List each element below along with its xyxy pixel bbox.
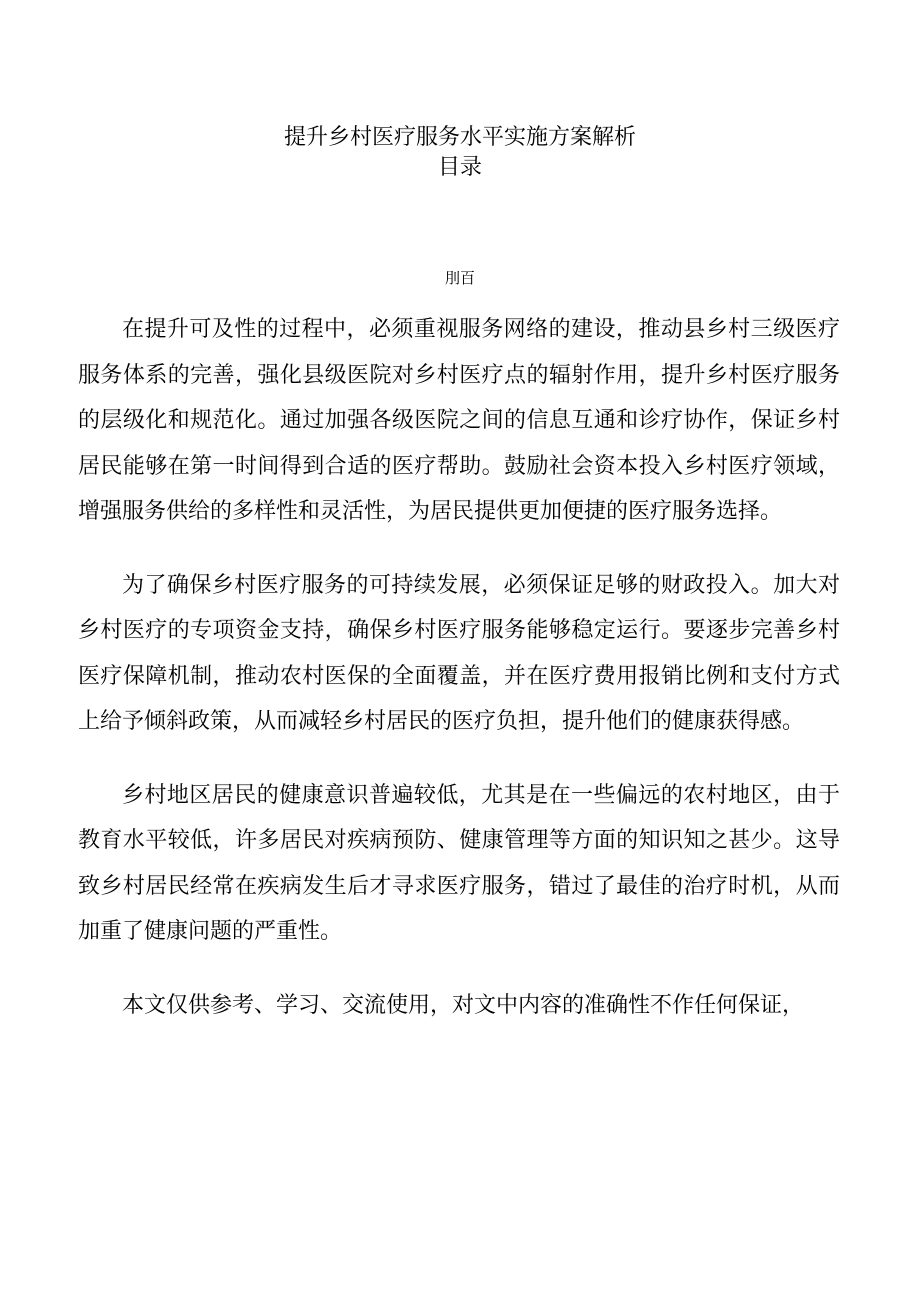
paragraph-4: 本文仅供参考、学习、交流使用，对文中内容的准确性不作任何保证， bbox=[122, 992, 805, 1018]
document-title: 提升乡村医疗服务水平实施方案解析 bbox=[283, 125, 636, 150]
body-text bbox=[78, 307, 840, 1028]
title-block bbox=[0, 123, 920, 183]
preface-heading: 刖百 bbox=[444, 269, 475, 287]
paragraph-1: 在提升可及性的过程中，必须重视服务网络的建设，推动县乡村三级医疗服务体系的完善，强化县级医院对乡村医疗点的辐射作用，提升乡村医疗服务的层级化和规范化。通过加强各级医院之间的信息互通和诊疗协作，保证乡村居民能够在第一时间得到合适的医疗帮助。鼓励社会资本投入乡村医疗领域，增强服务供给的多样性和灵活性，为居民提供更加便捷的医疗服务选择。 bbox=[78, 317, 840, 524]
paragraph-2: 为了确保乡村医疗服务的可持续发展，必须保证足够的财政投入。加大对乡村医疗的专项资金支持，确保乡村医疗服务能够稳定运行。要逐步完善乡村医疗保障机制，推动农村医保的全面覆盖，并在医疗费用报销比例和支付方式上给予倾斜政策，从而减轻乡村居民的医疗负担，提升他们的健康获得感。 bbox=[78, 572, 840, 734]
toc-label: 目录 bbox=[437, 155, 482, 180]
paragraph-3: 乡村地区居民的健康意识普遍较低，尤其是在一些偏远的农村地区，由于教育水平较低，许多居民对疾病预防、健康管理等方面的知识知之甚少。这导致乡村居民经常在疾病发生后才寻求医疗服务，错过了最佳的治疗时机，从而加重了健康问题的严重性。 bbox=[78, 782, 840, 944]
